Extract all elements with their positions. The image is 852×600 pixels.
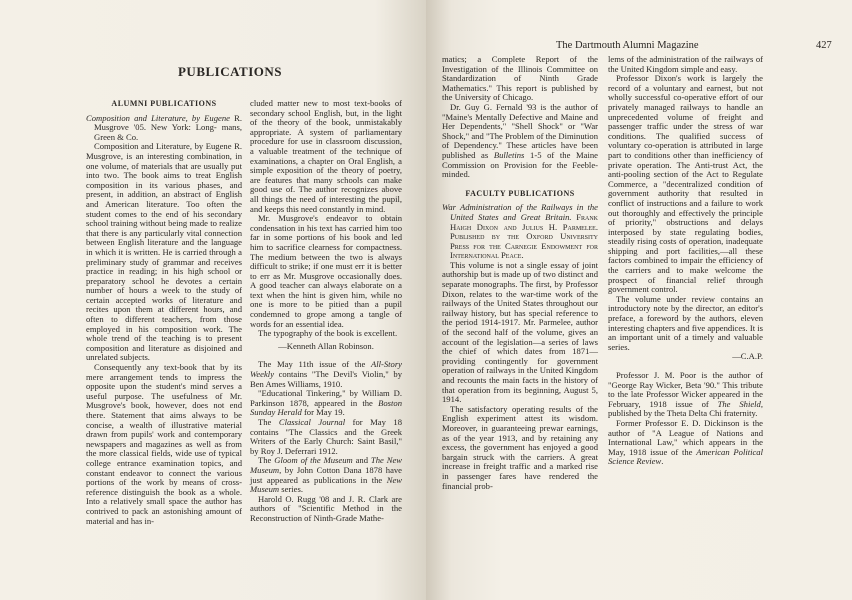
column-1 [86, 99, 242, 526]
paragraph: Composition and Literature, by Eugene R. Musgrove, is an interesting combination, in one volume, of materials that are usually put into two. The book aims to treat English composition in its various phases, and present, in addition, an abstract of English and American literature. Too often the student comes to the end of his secondary school training without being made to realize that there is any particularly vital connection between English literature and the language in which it is written. He is carried through a preliminary study of grammar and receives practice in reading; in his high school or preparatory school he devotes a certain number of hours a week to the study of certain accepted works of literature and recites upon them at different hours, and often to different teachers, from those employed in his composition work. The whole trend of the teaching is to present composition and literature as disjoined and unrelated subjects. [86, 141, 242, 363]
paragraph: The Classical Journal for May 18 contains "The Classics and the Greek Writers of the Early Church: Saint Basil," by Roy J. Deferrari 1912. [250, 417, 402, 456]
paragraph: Professor Dixon's work is largely the record of a voluntary and earnest, but not wholly successful co-operative effort of our privately managed railways to handle an unprecedented volume of freight and passenger traffic under the stress of war conditions. The qualified success of voluntary co-operation is attributed in large part to conditions other than inefficiency of private operation. The Anti-trust Act, the anti-pooling section of the Act to Regulate Commerce, a "decentralized condition of government authority that resulted in conflict of instructions and a failure to work out thoroughly and effectively the principle of priority," obstructions and delays interposed by state regulating bodies, steadily rising costs of operation, inadequate shipping and port facilities,—all these factors combined to impair the efficiency of the carriers and to make welcome the prospect of financial relief through government control. [608, 73, 763, 295]
column-3 [442, 55, 598, 491]
paragraph: Professor J. M. Poor is the author of "George Ray Wicker, Beta '90." This tribute to the late Professor Wicker appeared in the February, 1918 issue of The Shield, published by the Theta Delta Chi fraternity. [608, 370, 763, 419]
paragraph: The typography of the book is excellent. [258, 328, 398, 339]
alumni-publications-heading: ALUMNI PUBLICATIONS [111, 99, 217, 108]
citation: War Administration of the Railways in the United States and Great Britain. Frank Haigh Dixon and Julius H. Parmelee. Published by the Oxford University Press for the Carnegie Endowment for International Peace. [442, 202, 598, 261]
signature: —Kenneth Allan Robinson. [278, 340, 374, 351]
paragraph: lems of the administration of the railways of the United Kingdom simple and easy. [608, 54, 763, 74]
paragraph: Dr. Guy G. Fernald '93 is the author of "Maine's Mentally Defective and Maine and Her Dependents," "Shell Shock" or "War Shock," and "The Problem of the Diminution of Dependency." These articles have been published as Bulletins 1-5 of the Maine Commission on Provision for the Feeble-minded. [442, 101, 598, 180]
paragraph: The volume under review contains an introductory note by the director, an editor's preface, a foreword by the authors, eleven interesting chapters and five appendices. It is an important unit of a timely and valuable series. [608, 293, 763, 352]
paragraph: The satisfactory operating results of the English experiment attest its wisdom. Moreover, in guaranteeing prewar earnings, as of the year 1913, and by retaining any excess, the government has enjoyed a good bargain struck with the carriers. A great increase in freight traffic and a marked rise in passenger fares have rendered the financial prob- [442, 403, 598, 491]
paragraph: matics; a Complete Report of the Investigation of the Illinois Committee on Standardization of Ninth Grade Mathematics." This report is published by the University of Chicago. [442, 54, 598, 103]
running-header: The Dartmouth Alumni Magazine [556, 40, 699, 51]
right-page [426, 0, 852, 600]
signature: —C.A.P. [732, 351, 763, 362]
paragraph: Consequently any text-book that by its mere arrangement tends to impress the opposite upon the student's mind serves a useful purpose. The usefulness of Mr. Musgrove's book, however, does not end there. Statement that aims always to be concise, a wealth of illustrative material drawn from pupils' work and contemporary newspapers and magazines as well as from the more classical fields, wide use of typical college entrance examination topics, and constant endeavor to connect the various portions of the work by means of cross-reference distinguish the book as a whole. Into a relatively small space the author has contrived to pack an astonishing amount of material and has in- [86, 362, 242, 526]
page-number: 427 [816, 40, 832, 51]
column-2 [250, 99, 402, 524]
paragraph: This volume is not a single essay of joint authorship but is made up of two distinct and separate monographs. The first, by Professor Dixon, relates to the war-time work of the railways of the United States throughout our railway history, but has special reference to the period 1914-1917. Mr. Parmelee, author of the second half of the volume, gives an account of the legislation—a series of laws the chief of which dates from 1871—providing contingently for government operation of railways in the United Kingdom and recounts the main facts in the history of that operation from its beginning, August 5, 1914. [442, 259, 598, 405]
paragraph: cluded matter new to most text-books of secondary school English, but, in the light of the theory of the book, unmistakably appropriate. A system of parliamentary procedure for use in classroom discussion, a valuable treatment of the technique of examinations, a chapter on Oral English, a simple exposition of the theory of poetry, are features that many schools can make good use of. The author recognizes above all things the need of interesting the pupil, and keeps this need constantly in mind. [250, 98, 402, 214]
page-title: PUBLICATIONS [177, 64, 282, 79]
column-4 [608, 55, 763, 467]
paragraph: The Gloom of the Museum and The New Museum, by John Cotton Dana 1878 have just appeared as publications in the New Museum series. [250, 455, 402, 495]
paragraph: The May 11th issue of the All-Story Weekly contains "The Devil's Violin," by Ben Ames Williams, 1910. [250, 359, 402, 389]
faculty-publications-heading: FACULTY PUBLICATIONS [465, 188, 575, 198]
paragraph: Harold O. Rugg '08 and J. R. Clark are authors of "Scientific Method in the Reconstruction of Ninth-Grade Mathe- [250, 493, 402, 523]
paragraph: Mr. Musgrove's endeavor to obtain condensation in his text has carried him too far in some portions of his book and led him to sacrifice clearness for compactness. The medium between the two is always difficult to strike; if one must err it is better to err as Mr. Musgrove occasionally does. A good teacher can always elaborate on a text when the hint is given him, while no one is more to be pitied than a pupil condemned to grope among a tangle of words for an essential idea. [250, 213, 402, 329]
paragraph: "Educational Tinkering," by William D. Parkinson 1878, appeared in the Boston Sunday Herald for May 19. [250, 388, 402, 418]
citation: Composition and Literature, by Eugene R. Musgrove '05. New York: Long- mans, Green & Co. [86, 112, 242, 142]
paragraph: Former Professor E. D. Dickinson is the author of "A League of Nations and International Law," which appears in the May, 1918 issue of the American Political Science Review. [608, 417, 763, 467]
